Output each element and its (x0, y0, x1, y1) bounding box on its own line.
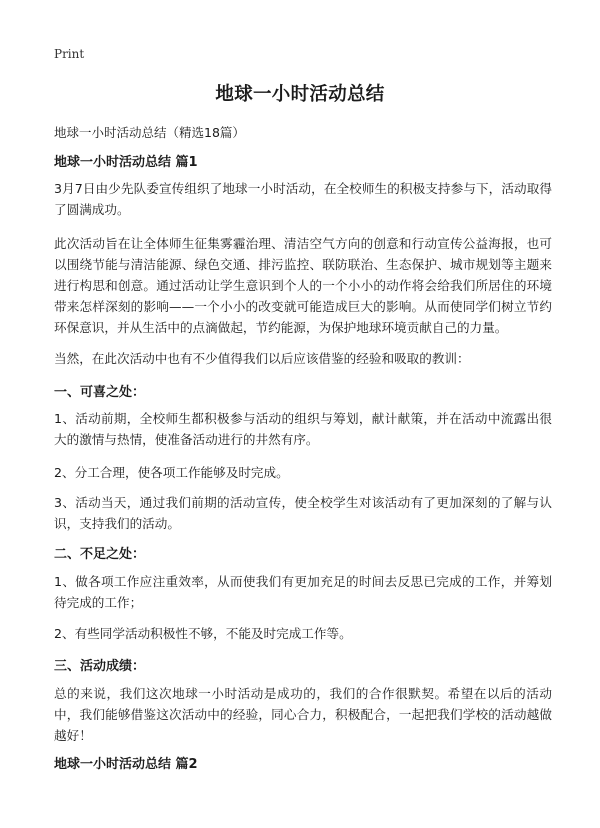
paragraph-intro: 3月7日由少先队委宣传组织了地球一小时活动，在全校师生的积极支持参与下，活动取得了圆满成功。 (54, 181, 552, 217)
paragraph-results: 总的来说，我们这次地球一小时活动是成功的，我们的合作很默契。希望在以后的活动中，我们能够借鉴这次活动中的经验，同心合力，积极配合，一起把我们学校的活动越做越好！ (54, 686, 552, 743)
achievement-item-2: 2、分工合理，使各项工作能够及时完成。 (54, 465, 289, 480)
heading-shortcomings: 二、不足之处： (54, 547, 146, 562)
achievement-item-3: 3、活动当天，通过我们前期的活动宣传，使全校学生对该活动有了更加深刻的了解与认识，支持我们的活动。 (54, 495, 552, 531)
achievement-item-1: 1、活动前期，全校师生都积极参与活动的组织与筹划，献计献策，并在活动中流露出很大的激情与热情，使准备活动进行的井然有序。 (54, 411, 552, 447)
document-subtitle: 地球一小时活动总结（精选18篇） (54, 125, 245, 140)
paragraph-purpose: 此次活动旨在让全体师生征集雾霾治理、清洁空气方向的创意和行动宣传公益海报，也可以围绕节能与清洁能源、绿色交通、排污监控、联防联治、生态保护、城市规划等主题来进行构思和创意。通过活动让学生意识到个人的一个小小的动作将会给我们所居住的环境带来怎样深刻的影响——一个小小的改变就可能造成巨大的影响。从而使同学们树立节约环保意识，并从生活中的点滴做起，节约能源，为保护地球环境贡献自己的力量。 (54, 236, 552, 335)
article-2-heading: 地球一小时活动总结 篇2 (54, 757, 198, 772)
heading-achievements: 一、可喜之处： (54, 385, 146, 400)
print-link[interactable]: Print (54, 47, 85, 61)
paragraph-lessons: 当然，在此次活动中也有不少值得我们以后应该借鉴的经验和吸取的教训： (54, 351, 470, 366)
page-title: 地球一小时活动总结 (215, 84, 385, 105)
article-1-heading: 地球一小时活动总结 篇1 (54, 155, 198, 170)
shortcoming-item-1: 1、做各项工作应注重效率，从而使我们有更加充足的时间去反思已完成的工作，并筹划待完成的工作； (54, 574, 552, 610)
heading-results: 三、活动成绩： (54, 659, 146, 674)
shortcoming-item-2: 2、有些同学活动积极性不够，不能及时完成工作等。 (54, 626, 352, 641)
